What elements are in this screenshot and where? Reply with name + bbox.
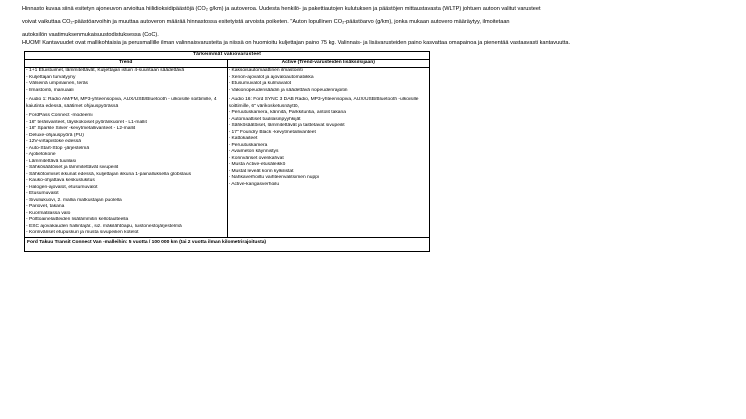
active-item: - Peruutuskamera [228,142,268,148]
trend-item: - Audio 1: Radio AM/FM, MP3-yhteensopiva, AUX/USB/Bluetooth - ulkoisille soittimille, 4 kaiutinta edessä, säätimet ohjauspyörässä [26,97,217,109]
active-item: - Vakionopeudensäädin ja säädettävä nopeudenrajoitin [228,87,348,93]
active-item: - Avaimeton käynnistys [228,149,279,154]
notice-text: HUOM! Kantavuudet ovat mallikohtaisia ja perusmallille ilman valinnaisvarusteita ja niissä on huomioitu kuljettajan paino 75 kg. Valinnais- ja lisävarusteiden paino kasvattaa omapainoa ja pienentää vastaavasti kantavuutta. [22,40,571,46]
trend-item: - Halogen-ajovalot, etusumuvalot [26,184,98,190]
intro-line-1: Hinnasto kuvaa siinä esitetyn ajoneuvon arvioitua hiilidioksidipäästöjä (CO₂ g/km) ja autoveroa. Uudesta henkilö- ja pakettiautojen kulutuksen ja päästöjen mittaustavasta (WLTP) johtuen autoon valitut varusteet [22,6,541,12]
warranty-footer: Ford Takuu Transit Connect Van -malleihin: 5 vuotta / 100 000 km (tai 2 vuotta ilman kilometrirajoitusta) [25,237,430,252]
trend-item: - 16" teräsvanteet, täyskokoiset pyöränkuoret - L1-mallit [26,119,147,125]
active-item: - Peruutuskamera, kännitä, Parkkituntia, antolit takana [228,110,346,115]
trend-item: - Kuormatilassa valo [26,210,71,216]
trend-item: - Välseinä umpinainen, teräs [26,81,88,86]
trend-item: - Kuljettajan turvatyyny [26,74,76,80]
active-item: - Sähkösäätöiset, lämmitettävät ja taittetavat sivupeilit [228,123,345,128]
trend-item: - Deluxe-ohjauspyörä (PU) [26,132,84,138]
trend-item: - 1+1 Etuistuimet, lämmitettävät, Kuljettajan istuin 4-suuntaan säädettävä [26,68,185,73]
equipment-table [24,51,430,252]
active-item: - Etusumuvalot ja kulmavalot [228,81,292,86]
active-item: - Musta Active-etusäleikkö [228,162,286,167]
active-item: - Automaattiset tuulilasinpyyhkijät [228,116,301,122]
trend-item: - Pariovet, takana [26,204,65,209]
trend-item: - Kauko-ohjattava keskuslukitus [26,178,95,183]
trend-item: - Sähkösäätöiset ja lämmitettävät sivupeilit [26,165,119,170]
active-item: - Audio 16: Ford SYNC 3 DAB Radio, MP3-yhteensopiva, AUX/USB/Bluetooth -ulkoisille soittimille, 6" värikosketusnäyttö, [228,97,419,109]
trend-column [25,68,228,238]
active-item: - Korinväriset ovenkahvat [228,155,284,161]
active-item: - Kattokaiteet [228,136,258,141]
trend-item: - Korinväriset etupuskuri ja musta sivupeilien kotelot [26,230,139,235]
trend-header: Trend [25,60,228,68]
trend-item: - Ajotietokone [26,152,56,157]
active-item: - Active-kangasverhoilu [228,181,280,187]
active-item: - Xenon-ajovalot ja ajovaloautomatiikka [228,74,314,80]
active-item: - Nahkaverhoiltu vaihteenvalitsimen nuppi [228,175,320,180]
active-item: - 17" Foundry Black -kevytmetallivanteet [228,129,316,135]
trend-item: - 12V-virtapistoke edessä [26,139,81,144]
trend-item: - Sivuliukuovi, 2. mallia matkustajan puolella [26,197,122,203]
trend-item: - Polttoainelaitteiden lisälämmitin kellotaulteella [26,217,129,222]
intro-text [22,3,722,41]
active-column [227,68,430,238]
trend-item: - 16" Sparkle Silver -kevytmetallivanteet - L2-mallit [26,126,136,131]
trend-item: - Lämmitettävä tuulilasi [26,158,77,164]
intro-line-2: voivat vaikuttaa CO₂-päästöarvoihin ja muuttaa autoveron määrää hinnastossa esitetyistä arvoista poiketen. "Auton lopullinen CO₂-päästöarvo (g/km), jonka mukaan autovero määräytyy, ilmoitetaan [22,18,510,25]
trend-item: - ESC ajovakauden hallintajär., siz. mäkilähtöapu, luistonestojärjestelmä [26,223,182,229]
active-item: - Mustat leveät korin kylkilistat [228,168,294,174]
equipment-table-title: Tärkeimmät vakiovarusteet [25,52,430,60]
trend-item: - Sähkötoimiset ikkunat edessä, kuljettajan ikkuna 1-painalluksella globslaus [26,171,192,177]
active-item: - Kaksoisautomaattinen ilmastointi [228,68,303,73]
trend-item: - Ilmastointi, manuaali [26,87,74,93]
trend-item: - Etusumuvalot [26,191,59,196]
intro-line-3: autoksilön vaatimuksenmukaisuustodistuksessa (CoC). [22,31,159,38]
active-header: Active (Trend-varusteiden lisäksi/sijaan) [227,60,430,68]
trend-item: - FordPass Connect -modeemi [26,113,93,118]
trend-item: - Auto-Start-Stop -järjestelmä [26,145,90,151]
